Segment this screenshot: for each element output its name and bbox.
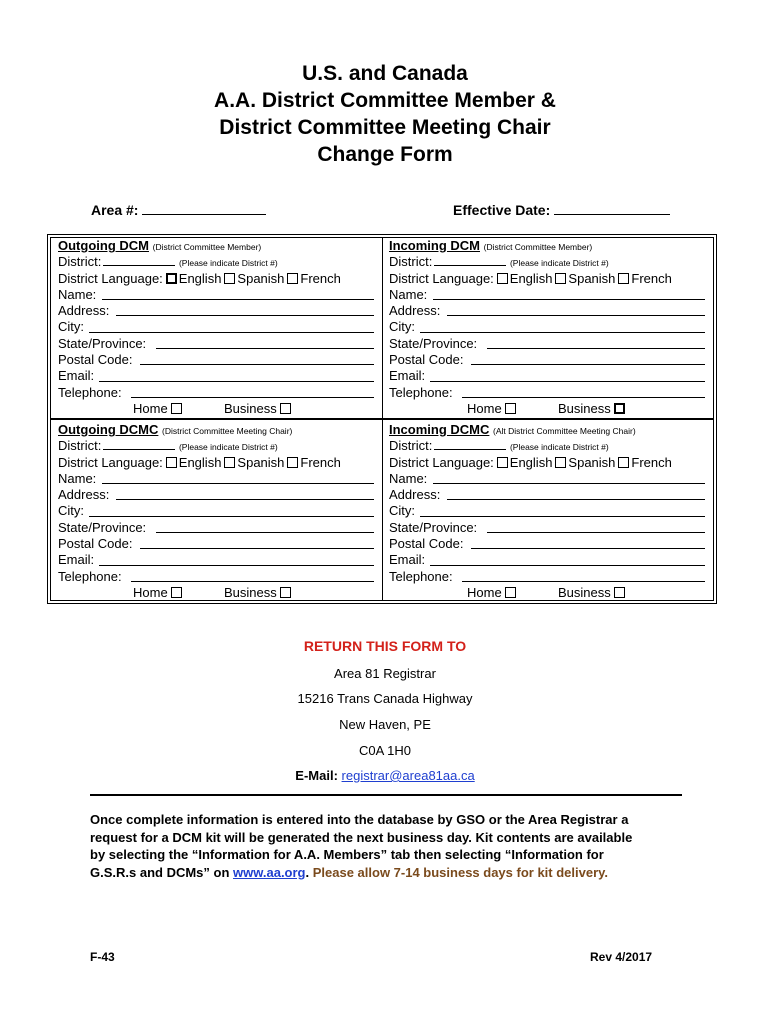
home-label: Home	[467, 584, 502, 600]
district-input[interactable]	[434, 438, 506, 450]
state-input[interactable]	[487, 348, 705, 349]
city-input[interactable]	[420, 332, 705, 333]
home-label: Home	[133, 400, 168, 416]
language-label: District Language:	[58, 454, 163, 470]
effective-date-input-line[interactable]	[554, 202, 670, 215]
language-label: District Language:	[58, 270, 163, 286]
spanish-label: Spanish	[568, 270, 616, 286]
city-input[interactable]	[420, 516, 705, 517]
french-checkbox[interactable]	[618, 273, 629, 284]
spanish-checkbox[interactable]	[555, 457, 566, 468]
revision: Rev 4/2017	[590, 950, 653, 964]
name-input[interactable]	[102, 299, 374, 300]
city-label: City:	[58, 503, 84, 519]
state-input[interactable]	[156, 532, 374, 533]
section-heading: Outgoing DCM	[58, 238, 149, 253]
return-title: RETURN THIS FORM TO	[303, 638, 467, 654]
city-label: City:	[389, 503, 415, 519]
english-checkbox[interactable]	[166, 457, 177, 468]
business-checkbox[interactable]	[280, 403, 291, 414]
district-label: District:	[389, 254, 433, 270]
address-label: Address:	[389, 303, 441, 319]
telephone-input[interactable]	[462, 397, 705, 398]
area-label: Area #:	[91, 202, 139, 218]
telephone-label: Telephone:	[389, 568, 453, 584]
business-checkbox[interactable]	[280, 587, 291, 598]
postal-label: Postal Code:	[58, 352, 133, 368]
city-label: City:	[58, 319, 84, 335]
email-label: Email:	[58, 368, 95, 384]
english-checkbox[interactable]	[166, 273, 177, 284]
telephone-input[interactable]	[462, 581, 705, 582]
district-input[interactable]	[434, 254, 506, 266]
home-checkbox[interactable]	[505, 403, 516, 414]
home-label: Home	[467, 400, 502, 416]
spanish-checkbox[interactable]	[224, 457, 235, 468]
section-heading: Incoming DCMC	[389, 422, 490, 437]
home-checkbox[interactable]	[171, 587, 182, 598]
postal-input[interactable]	[471, 548, 705, 549]
email-label: E-Mail:	[295, 768, 338, 783]
title-line-2: A.A. District Committee Member &	[214, 89, 556, 112]
english-label: English	[178, 270, 222, 286]
telephone-label: Telephone:	[58, 384, 122, 400]
section-outgoing-dcm	[58, 238, 380, 417]
business-checkbox[interactable]	[614, 403, 625, 414]
district-input[interactable]	[103, 254, 175, 266]
home-checkbox[interactable]	[505, 587, 516, 598]
section-heading: Incoming DCM	[389, 238, 480, 253]
state-label: State/Province:	[58, 335, 147, 351]
business-label: Business	[224, 584, 277, 600]
state-label: State/Province:	[58, 519, 147, 535]
postal-label: Postal Code:	[389, 536, 464, 552]
email-label: Email:	[58, 552, 95, 568]
email-label: Email:	[389, 368, 426, 384]
postal-label: Postal Code:	[389, 352, 464, 368]
name-label: Name:	[58, 286, 97, 302]
district-hint: (Please indicate District #)	[178, 258, 278, 269]
notice-line-4: G.S.R.s and DCMs” on	[90, 864, 234, 880]
telephone-label: Telephone:	[389, 384, 453, 400]
address-label: Address:	[58, 487, 110, 503]
return-line-4: C0A 1H0	[358, 743, 412, 758]
title-line-1: U.S. and Canada	[302, 62, 468, 85]
spanish-label: Spanish	[568, 454, 616, 470]
area-input-line[interactable]	[142, 202, 266, 215]
home-checkbox[interactable]	[171, 403, 182, 414]
section-subheading: (Alt District Committee Meeting Chair)	[493, 426, 636, 436]
notice-line-3: by selecting the “Information for A.A. Members” tab then selecting “Information for	[90, 847, 604, 862]
section-incoming-dcmc	[389, 422, 711, 601]
effective-date-field[interactable]	[453, 202, 670, 218]
return-line-3: New Haven, PE	[339, 717, 431, 732]
spanish-label: Spanish	[237, 454, 285, 470]
district-input[interactable]	[103, 438, 175, 450]
name-input[interactable]	[102, 483, 374, 484]
state-input[interactable]	[156, 348, 374, 349]
french-checkbox[interactable]	[287, 457, 298, 468]
name-input[interactable]	[433, 483, 705, 484]
email-input[interactable]	[430, 565, 705, 566]
district-label: District:	[58, 254, 102, 270]
email-input[interactable]	[99, 381, 374, 382]
english-checkbox[interactable]	[497, 457, 508, 468]
notice-line-2: request for a DCM kit will be generated the next business day. Kit contents are available	[90, 829, 633, 845]
state-label: State/Province:	[389, 335, 478, 351]
section-subheading: (District Committee Meeting Chair)	[162, 426, 293, 436]
address-input[interactable]	[447, 499, 705, 500]
section-subheading: (District Committee Member)	[152, 242, 262, 252]
city-input[interactable]	[89, 516, 374, 517]
home-label: Home	[133, 584, 168, 600]
spanish-label: Spanish	[237, 270, 285, 286]
address-input[interactable]	[116, 315, 374, 316]
english-label: English	[509, 270, 553, 286]
city-input[interactable]	[89, 332, 374, 333]
return-line-2: 15216 Trans Canada Highway	[297, 691, 473, 706]
email-input[interactable]	[99, 565, 374, 566]
name-label: Name:	[389, 470, 428, 486]
section-outgoing-dcmc	[58, 422, 380, 601]
name-label: Name:	[58, 470, 97, 486]
effective-date-label: Effective Date:	[453, 202, 551, 218]
english-checkbox[interactable]	[497, 273, 508, 284]
form-row-divider	[50, 418, 714, 420]
language-label: District Language:	[389, 270, 494, 286]
name-input[interactable]	[433, 299, 705, 300]
french-label: French	[631, 454, 672, 470]
postal-input[interactable]	[471, 364, 705, 365]
title-line-3: District Committee Meeting Chair	[219, 116, 551, 139]
telephone-input[interactable]	[131, 397, 374, 398]
spanish-checkbox[interactable]	[224, 273, 235, 284]
email-label: Email:	[389, 552, 426, 568]
address-input[interactable]	[116, 499, 374, 500]
form-id: F-43	[90, 950, 115, 964]
telephone-label: Telephone:	[58, 568, 122, 584]
address-label: Address:	[58, 303, 110, 319]
notice-period: .	[305, 864, 313, 880]
section-subheading: (District Committee Member)	[483, 242, 593, 252]
french-label: French	[300, 454, 341, 470]
kit-notice	[90, 811, 690, 881]
business-label: Business	[558, 584, 611, 600]
title-line-4: Change Form	[317, 143, 453, 166]
section-incoming-dcm	[389, 238, 711, 417]
divider-rule	[90, 794, 682, 796]
english-label: English	[509, 454, 553, 470]
language-label: District Language:	[389, 454, 494, 470]
state-input[interactable]	[487, 532, 705, 533]
spanish-checkbox[interactable]	[555, 273, 566, 284]
postal-input[interactable]	[140, 548, 374, 549]
state-label: State/Province:	[389, 519, 478, 535]
district-hint: (Please indicate District #)	[509, 442, 609, 453]
business-label: Business	[224, 400, 277, 416]
notice-line-1: Once complete information is entered into the database by GSO or the Area Registrar a	[90, 812, 629, 827]
postal-input[interactable]	[140, 364, 374, 365]
return-line-1: Area 81 Registrar	[334, 666, 436, 681]
address-label: Address:	[389, 487, 441, 503]
address-input[interactable]	[447, 315, 705, 316]
telephone-input[interactable]	[131, 581, 374, 582]
district-hint: (Please indicate District #)	[178, 442, 278, 453]
district-label: District:	[58, 438, 102, 454]
name-label: Name:	[389, 286, 428, 302]
french-checkbox[interactable]	[618, 457, 629, 468]
french-label: French	[631, 270, 672, 286]
business-checkbox[interactable]	[614, 587, 625, 598]
email-input[interactable]	[430, 381, 705, 382]
business-label: Business	[558, 400, 611, 416]
postal-label: Postal Code:	[58, 536, 133, 552]
section-heading: Outgoing DCMC	[58, 422, 159, 437]
french-checkbox[interactable]	[287, 273, 298, 284]
registrar-email-link[interactable]: registrar@area81aa.ca	[341, 768, 475, 783]
area-field[interactable]	[91, 202, 266, 218]
french-label: French	[300, 270, 341, 286]
district-label: District:	[389, 438, 433, 454]
city-label: City:	[389, 319, 415, 335]
english-label: English	[178, 454, 222, 470]
aa-org-link[interactable]: www.aa.org	[233, 864, 306, 880]
district-hint: (Please indicate District #)	[509, 258, 609, 269]
delivery-note: Please allow 7-14 business days for kit delivery.	[312, 864, 609, 880]
form-title	[0, 60, 770, 168]
